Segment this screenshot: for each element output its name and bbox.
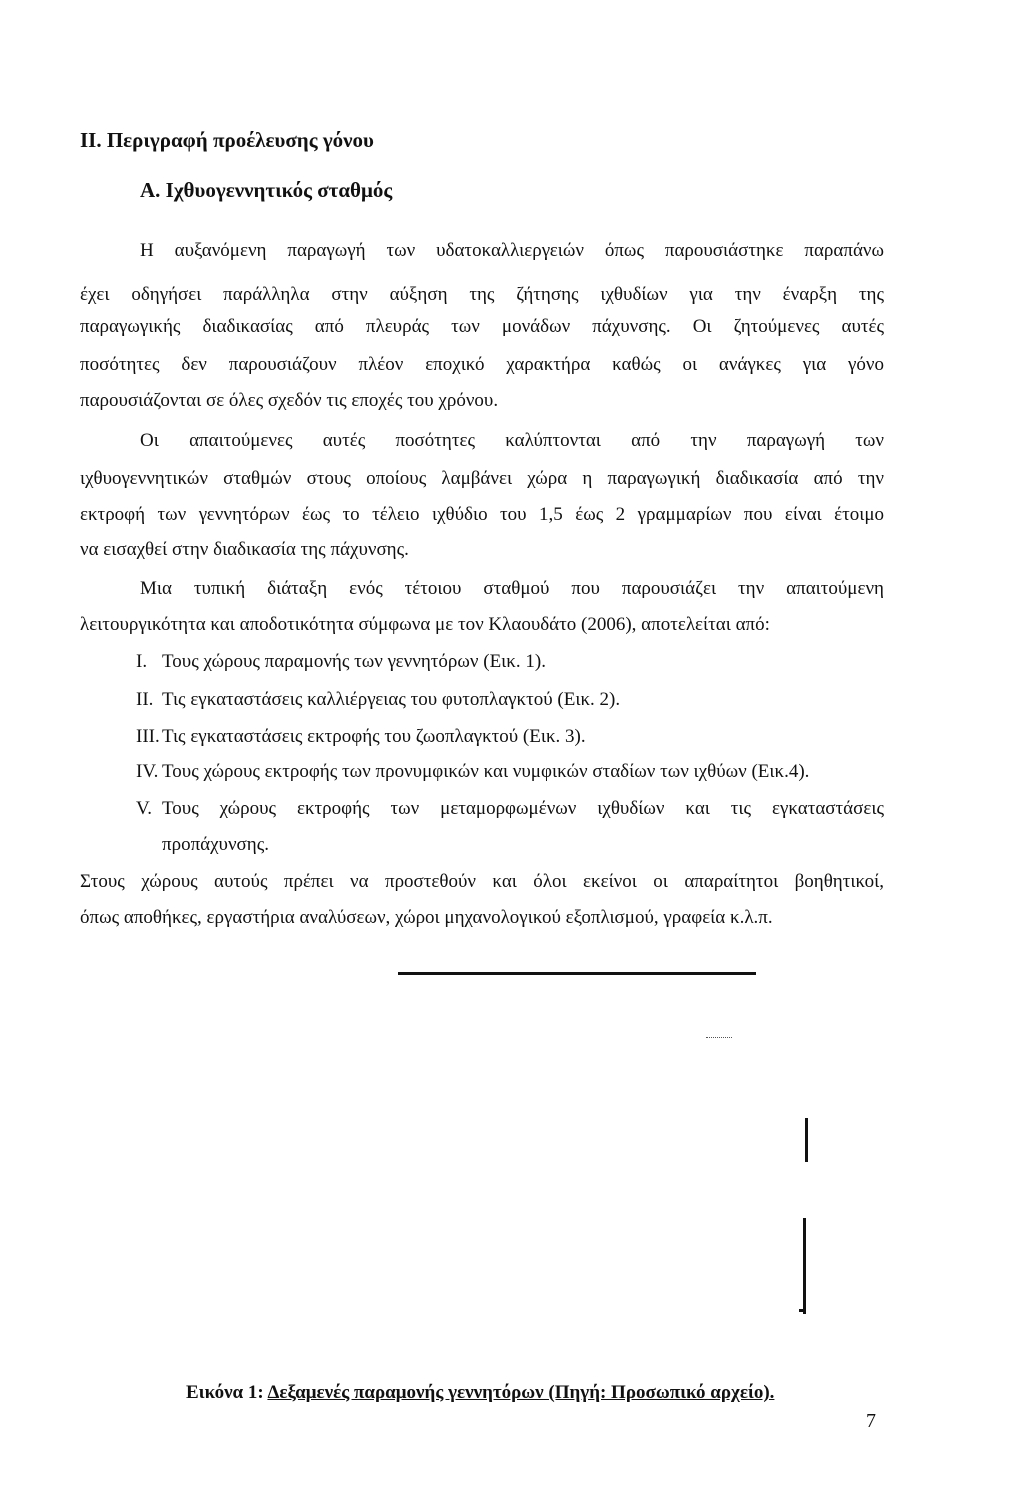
list-item-text: Τους χώρους παραμονής των γεννητόρων (Εικ. 1). bbox=[162, 651, 546, 672]
paragraph-1-line: παραγωγικής διαδικασίας από πλευράς των μονάδων πάχυνσης. Οι ζητούμενες αυτές bbox=[80, 316, 884, 337]
list-item-number: III. bbox=[136, 726, 160, 747]
figure-vertical-mark-tick bbox=[799, 1309, 806, 1312]
figure-top-rule bbox=[398, 972, 756, 975]
paragraph-2-line: Οι απαιτούμενες αυτές ποσότητες καλύπτονται από την παραγωγή των bbox=[140, 430, 884, 451]
paragraph-4-line: Στους χώρους αυτούς πρέπει να προστεθούν και όλοι εκείνοι οι απαραίτητοι βοηθητικοί, bbox=[80, 871, 884, 892]
paragraph-2-line: εκτροφή των γεννητόρων έως το τέλειο ιχθύδιο του 1,5 έως 2 γραμμαρίων που είναι έτοιμο bbox=[80, 504, 884, 525]
figure-vertical-mark bbox=[803, 1218, 806, 1314]
list-item-number: V. bbox=[136, 798, 153, 819]
subsection-heading: Α. Ιχθυογεννητικός σταθμός bbox=[140, 178, 393, 202]
section-heading: II. Περιγραφή προέλευσης γόνου bbox=[80, 128, 374, 152]
paragraph-1-line: έχει οδηγήσει παράλληλα στην αύξηση της ζήτησης ιχθυδίων για την έναρξη της bbox=[80, 284, 884, 305]
list-item-number: I. bbox=[136, 651, 148, 672]
list-item-text: Τις εγκαταστάσεις εκτροφής του ζωοπλαγκτού (Εικ. 3). bbox=[162, 726, 586, 747]
paragraph-2-line: ιχθυογεννητικών σταθμών στους οποίους λαμβάνει χώρα η παραγωγική διαδικασία από την bbox=[80, 468, 884, 489]
figure-dotted-mark bbox=[706, 1037, 732, 1039]
paragraph-1-line: παρουσιάζονται σε όλες σχεδόν τις εποχές του χρόνου. bbox=[80, 390, 499, 411]
list-item-text: Τις εγκαταστάσεις καλλιέργειας του φυτοπλαγκτού (Εικ. 2). bbox=[162, 689, 621, 710]
paragraph-2-line: να εισαχθεί στην διαδικασία της πάχυνσης. bbox=[80, 539, 409, 560]
list-item-continuation: προπάχυνσης. bbox=[162, 834, 270, 855]
list-item bbox=[136, 650, 546, 674]
list-item bbox=[136, 760, 809, 784]
paragraph-3-line: λειτουργικότητα και αποδοτικότητα σύμφωνα με τον Κλαουδάτο (2006), αποτελείται από: bbox=[80, 614, 770, 635]
list-item bbox=[136, 725, 586, 749]
list-item-number: IV. bbox=[136, 761, 159, 782]
list-item-text: Τους χώρους εκτροφής των προνυμφικών και νυμφικών σταδίων των ιχθύων (Εικ.4). bbox=[162, 761, 810, 782]
paragraph-1-line: ποσότητες δεν παρουσιάζουν πλέον εποχικό χαρακτήρα καθώς οι ανάγκες για γόνο bbox=[80, 354, 884, 375]
list-item-text: Τους χώρους εκτροφής των μεταμορφωμένων ιχθυδίων και τις εγκαταστάσεις bbox=[162, 798, 884, 819]
figure-caption bbox=[186, 1382, 774, 1404]
list-item bbox=[136, 688, 620, 712]
page-number: 7 bbox=[866, 1410, 876, 1432]
list-item-number: II. bbox=[136, 689, 154, 710]
paragraph-4-line: όπως αποθήκες, εργαστήρια αναλύσεων, χώροι μηχανολογικού εξοπλισμού, γραφεία κ.λ.π. bbox=[80, 907, 773, 928]
paragraph-3-line: Μια τυπική διάταξη ενός τέτοιου σταθμού που παρουσιάζει την απαιτούμενη bbox=[140, 578, 884, 599]
figure-caption-prefix: Εικόνα 1: bbox=[186, 1382, 268, 1403]
paragraph-1-line: Η αυξανόμενη παραγωγή των υδατοκαλλιεργειών όπως παρουσιάστηκε παραπάνω bbox=[140, 240, 884, 261]
figure-caption-text: Δεξαμενές παραμονής γεννητόρων (Πηγή: Προσωπικό αρχείο). bbox=[267, 1382, 775, 1403]
figure-vertical-mark bbox=[805, 1118, 808, 1162]
